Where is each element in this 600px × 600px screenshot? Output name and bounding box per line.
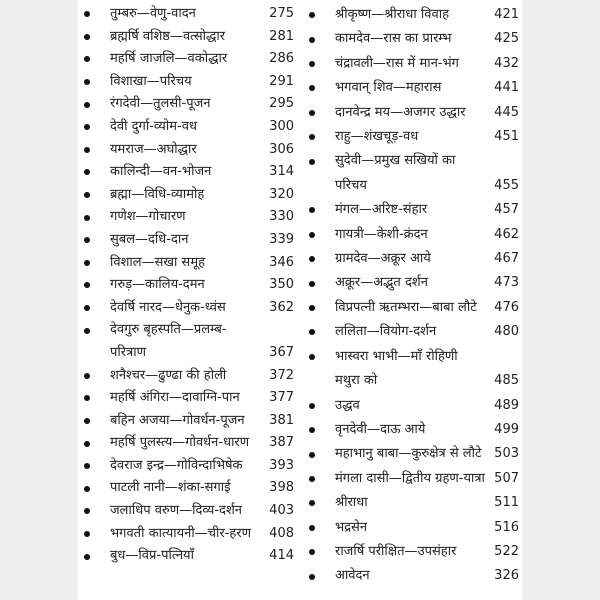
entry-page-number: 476: [494, 299, 519, 315]
entry-title: पाटली नानी—शंका-सगाई: [110, 480, 231, 496]
entry-title: महर्षि अंगिरा—दावाग्नि-पान: [110, 390, 240, 406]
toc-entry: [309, 271, 519, 295]
entry-page-number: 522: [494, 543, 519, 559]
bullet-icon: [309, 574, 315, 580]
toc-entry: [309, 101, 519, 125]
toc-entry: [84, 455, 294, 478]
toc-entry: [84, 139, 294, 162]
entry-title: ब्रह्मर्षि वशिष्ठ—वत्सोद्धार: [110, 28, 226, 44]
bullet-icon: [84, 463, 90, 469]
toc-entry: [309, 223, 519, 247]
entry-title: महर्षि जाजलि—वकोद्धार: [110, 51, 228, 67]
entry-page-number: 339: [269, 231, 294, 247]
bullet-icon: [309, 525, 315, 531]
entry-title: भगवान् शिव—महारास: [335, 80, 442, 96]
entry-page-number: 408: [269, 525, 294, 541]
entry-title: महाभानु बाबा—कुरुक्षेत्र से लौटे: [335, 446, 482, 462]
toc-entry: [84, 71, 294, 94]
entry-page-number: 516: [494, 519, 519, 535]
entry-title: यमराज—अघोद्धार: [110, 141, 197, 157]
bullet-icon: [84, 508, 90, 514]
entry-title: देवर्षि नारद—धेनुक-ध्वंस: [110, 299, 226, 315]
entry-page-number: 398: [269, 480, 294, 496]
entry-page-number: 281: [269, 28, 294, 44]
toc-entry: [309, 467, 519, 491]
bullet-icon: [84, 102, 90, 108]
entry-page-number: 414: [269, 548, 294, 564]
entry-page-number: 393: [269, 457, 294, 473]
entry-title: श्रीकृष्ण—श्रीराधा विवाह: [335, 7, 449, 22]
bullet-icon: [84, 418, 90, 424]
bullet-icon: [309, 354, 315, 360]
entry-page-number: 306: [269, 141, 294, 157]
entry-page-number: 362: [269, 299, 294, 315]
entry-page-number: 291: [269, 73, 294, 89]
entry-page-number: 403: [269, 503, 294, 519]
bullet-icon: [309, 549, 315, 555]
entry-page-number: 346: [269, 254, 294, 270]
entry-title: मंगला दासी—द्वितीय ग्रहण-यात्रा: [335, 470, 485, 486]
entry-page-number: 441: [494, 80, 519, 96]
toc-entry: [84, 500, 294, 523]
toc-entry: [84, 523, 294, 546]
bullet-icon: [309, 403, 315, 409]
entry-title: चंद्रावली—रास में मान-भंग: [335, 55, 459, 71]
bullet-icon: [309, 85, 315, 91]
entry-page-number: 503: [494, 446, 519, 462]
entry-page-number: 457: [494, 202, 519, 218]
entry-title: महर्षि पुलस्त्य—गोवर्धन-धारण: [110, 435, 250, 451]
toc-entry: [309, 125, 519, 149]
toc-entry: [309, 491, 519, 515]
bullet-icon: [309, 232, 315, 238]
toc-entry: [309, 27, 519, 51]
entry-title: बहिन अजया—गोवर्धन-पूजन: [110, 412, 245, 428]
entry-page-number: 320: [269, 186, 294, 202]
entry-title: देवी दुर्गा-व्योम-वध: [110, 118, 197, 134]
entry-title: ब्रह्मा—विधि-व्यामोह: [110, 186, 205, 202]
entry-title: तुम्बरु—वेणु-वादन: [110, 6, 196, 21]
toc-entry: [84, 387, 294, 410]
bullet-icon: [84, 282, 90, 288]
bullet-icon: [84, 260, 90, 266]
entry-page-number: 377: [269, 390, 294, 406]
bullet-icon: [309, 61, 315, 67]
bullet-icon: [84, 34, 90, 40]
bullet-icon: [309, 452, 315, 458]
entry-page-number: 425: [494, 31, 519, 47]
entry-page-number: 507: [494, 470, 519, 486]
entry-title: विशाखा—परिचय: [110, 73, 192, 89]
entry-title: सुदेवी—प्रमुख सखियों का परिचय: [335, 153, 456, 193]
entry-title: गायत्री—केशी-क्रंदन: [335, 226, 428, 242]
toc-entry: [309, 76, 519, 100]
entry-title: बुध—विप्र-पत्नियाँ: [110, 548, 194, 564]
bullet-icon: [309, 159, 315, 165]
bullet-icon: [309, 134, 315, 140]
toc-entry: [309, 247, 519, 271]
bullet-icon: [84, 11, 90, 17]
entry-page-number: 432: [494, 55, 519, 71]
toc-entry: [84, 48, 294, 71]
toc-entry: [84, 432, 294, 455]
bullet-icon: [309, 427, 315, 433]
entry-title: विशाल—सखा समूह: [110, 254, 206, 270]
entry-page-number: 455: [494, 177, 519, 193]
toc-entry: [309, 345, 519, 394]
entry-page-number: 489: [494, 397, 519, 413]
bullet-icon: [84, 169, 90, 175]
toc-entry: [84, 410, 294, 433]
toc-entry: [309, 516, 519, 540]
toc-entry: [84, 93, 294, 116]
bullet-icon: [309, 256, 315, 262]
entry-page-number: 387: [269, 435, 294, 451]
entry-title: दानवेन्द्र मय—अजगर उद्धार: [335, 104, 466, 120]
bullet-icon: [84, 147, 90, 153]
toc-entry: [84, 319, 294, 364]
entry-page-number: 381: [269, 412, 294, 428]
toc-entry: [84, 3, 294, 26]
entry-title: देवगुरु बृहस्पति—प्रलम्ब-परित्राण: [110, 322, 227, 360]
entry-title: भगवती कात्यायनी—चीर-हरण: [110, 525, 251, 541]
entry-page-number: 314: [269, 164, 294, 180]
entry-title: जलाधिप वरुण—दिव्य-दर्शन: [110, 503, 243, 519]
entry-page-number: 372: [269, 367, 294, 383]
bullet-icon: [309, 476, 315, 482]
entry-page-number: 295: [269, 96, 294, 112]
toc-entry: [84, 297, 294, 320]
toc-entry: [309, 198, 519, 222]
entry-title: गरुड़—कालिय-दमन: [110, 277, 205, 293]
entry-title: देवराज इन्द्र—गोविन्दाभिषेक: [110, 457, 243, 473]
entry-page-number: 473: [494, 275, 519, 291]
entry-page-number: 499: [494, 421, 519, 437]
entry-page-number: 480: [494, 324, 519, 340]
entry-page-number: 511: [494, 495, 519, 511]
toc-entry: [309, 394, 519, 418]
entry-title: रंगदेवी—तुलसी-पूजन: [110, 96, 211, 112]
toc-entry: [84, 477, 294, 500]
bullet-icon: [309, 12, 315, 18]
entry-page-number: 367: [269, 344, 294, 360]
entry-page-number: 286: [269, 51, 294, 67]
entry-page-number: 451: [494, 129, 519, 145]
bullet-icon: [84, 373, 90, 379]
entry-page-number: 330: [269, 209, 294, 225]
entry-title: उद्धव: [335, 397, 360, 413]
entry-page-number: 445: [494, 104, 519, 120]
bullet-icon: [309, 329, 315, 335]
bullet-icon: [84, 56, 90, 62]
bullet-icon: [309, 305, 315, 311]
entry-title: भास्वरा भाभी—माँ रोहिणी मथुरा को: [335, 348, 458, 389]
bullet-icon: [309, 281, 315, 287]
toc-entry: [309, 418, 519, 442]
entry-title: आवेदन: [335, 568, 370, 584]
entry-page-number: 275: [269, 6, 294, 21]
entry-page-number: 350: [269, 277, 294, 293]
entry-title: ललिता—वियोग-दर्शन: [335, 324, 437, 340]
entry-title: ग्रामदेव—अक्रूर आये: [335, 251, 431, 267]
toc-entry: [84, 252, 294, 275]
toc-entry: [309, 320, 519, 344]
entry-title: सुबल—दधि-दान: [110, 231, 189, 247]
toc-entry: [84, 116, 294, 139]
entry-title: राहु—शंखचूड़-वध: [335, 129, 419, 145]
entry-title: विप्रपत्नी ऋतम्भरा—बाबा लौटे: [335, 299, 477, 315]
bullet-icon: [84, 395, 90, 401]
entry-page-number: 326: [494, 568, 519, 584]
bullet-icon: [84, 328, 90, 334]
bullet-icon: [309, 207, 315, 213]
bullet-icon: [84, 237, 90, 243]
bullet-icon: [309, 37, 315, 43]
toc-entry: [309, 564, 519, 588]
entry-title: कालिन्दी—वन-भोजन: [110, 164, 212, 180]
toc-entry: [309, 149, 519, 198]
toc-entry: [309, 52, 519, 76]
entry-page-number: 485: [494, 373, 519, 389]
entry-title: गणेश—गोचारण: [110, 209, 186, 225]
toc-entry: [84, 26, 294, 49]
bullet-icon: [84, 215, 90, 221]
entry-title: वृनदेवी—दाऊ आये: [335, 421, 426, 437]
toc-entry: [84, 161, 294, 184]
entry-title: अक्रूर—अद्भुत दर्शन: [335, 275, 428, 291]
entry-page-number: 300: [269, 118, 294, 134]
bullet-icon: [84, 79, 90, 85]
toc-entry: [84, 206, 294, 229]
entry-title: श्रीराधा: [335, 495, 368, 511]
bullet-icon: [84, 124, 90, 130]
toc-left-column: [84, 3, 294, 568]
entry-page-number: 462: [494, 226, 519, 242]
bullet-icon: [309, 110, 315, 116]
bullet-icon: [84, 531, 90, 537]
entry-title: मंगल—अरिष्ट-संहार: [335, 202, 428, 218]
toc-entry: [309, 296, 519, 320]
entry-page-number: 467: [494, 251, 519, 267]
toc-entry: [84, 365, 294, 388]
bullet-icon: [84, 486, 90, 492]
entry-title: राजर्षि परीक्षित—उपसंहार: [335, 543, 457, 559]
toc-entry: [84, 274, 294, 297]
bullet-icon: [84, 441, 90, 447]
bullet-icon: [84, 305, 90, 311]
entry-title: कामदेव—रास का प्रारम्भ: [335, 31, 452, 47]
entry-page-number: 421: [494, 7, 519, 22]
toc-entry: [309, 442, 519, 466]
toc-entry: [84, 545, 294, 568]
entry-title: शनैश्चर—ढुण्ढा की होली: [110, 367, 227, 383]
toc-entry: [84, 184, 294, 207]
bullet-icon: [84, 554, 90, 560]
toc-entry: [309, 3, 519, 27]
bullet-icon: [309, 500, 315, 506]
entry-title: भद्रसेन: [335, 519, 368, 535]
toc-entry: [84, 229, 294, 252]
toc-entry: [309, 540, 519, 564]
toc-right-column: [309, 3, 519, 589]
bullet-icon: [84, 192, 90, 198]
